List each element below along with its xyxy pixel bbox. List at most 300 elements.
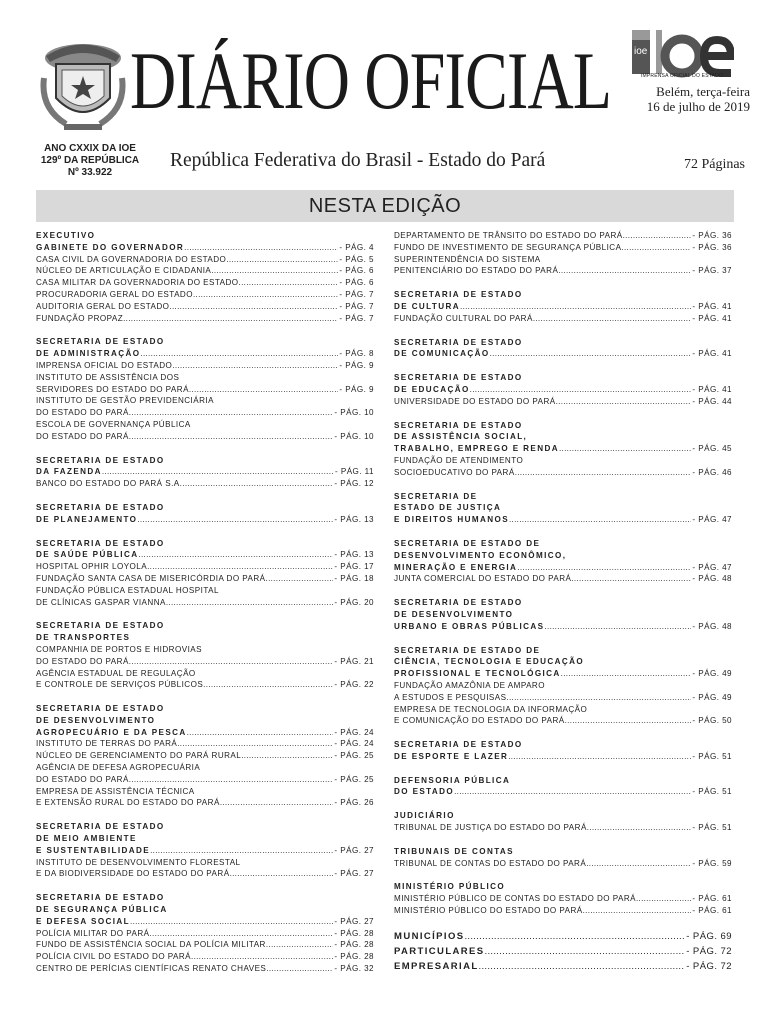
toc-entry (36, 407, 374, 419)
toc-entry (36, 313, 374, 325)
toc-entry-label: DE CLÍNICAS GASPAR VIANNA (36, 597, 166, 607)
toc-entry-label: POLÍCIA CIVIL DO ESTADO DO PARÁ (36, 952, 192, 962)
toc-heading (36, 892, 374, 904)
toc-dot-leader (544, 621, 691, 633)
toc-dot-leader (470, 384, 692, 396)
toc-dot-leader (561, 668, 692, 680)
masthead-title: DIÁRIO OFICIAL (130, 35, 612, 126)
date-weekday: Belém, terça-feira (656, 84, 750, 99)
toc-dot-leader (559, 443, 691, 455)
toc-heading (394, 384, 732, 396)
toc-heading (36, 336, 374, 348)
toc-entry-label: AUDITORIA GERAL DO ESTADO (36, 301, 170, 311)
toc-section (394, 538, 732, 585)
toc-entry (36, 478, 374, 490)
toc-entry-label: PROCURADORIA GERAL DO ESTADO (36, 289, 193, 299)
toc-entry-label: DE ESPORTE E LAZER (394, 751, 509, 761)
toc-heading (394, 751, 732, 763)
toc-entry (36, 963, 374, 975)
toc-heading (36, 632, 374, 644)
toc-section (394, 597, 732, 632)
toc-heading (394, 810, 732, 822)
toc-heading (394, 944, 732, 959)
toc-section (394, 645, 732, 728)
toc-heading (36, 821, 374, 833)
toc-entry-label: DE ASSISTÊNCIA SOCIAL, (394, 432, 528, 442)
toc-entry-label: EMPRESARIAL (394, 960, 479, 972)
toc-heading (36, 727, 374, 739)
toc-entry (36, 656, 374, 668)
toc-entry-label: CIÊNCIA, TECNOLOGIA E EDUCAÇÃO (394, 657, 585, 667)
toc-entry-label: MINERAÇÃO E ENERGIA (394, 562, 518, 572)
toc-section (394, 846, 732, 870)
toc-entry-label: CENTRO DE PERÍCIAS CIENTÍFICAS RENATO CHAVES (36, 964, 267, 974)
toc-dot-leader (226, 254, 338, 266)
toc-page-number: - PÁG. 28 (334, 952, 374, 962)
toc-entry-label: SECRETARIA DE ESTADO (394, 337, 523, 347)
toc-entry-label: NÚCLEO DE ARTICULAÇÃO E CIDADANIA (36, 266, 212, 276)
toc-section (394, 739, 732, 763)
toc-heading (394, 301, 732, 313)
toc-entry-label: FUNDAÇÃO PROPAZ (36, 313, 124, 323)
toc-entry-label: DO ESTADO DO PARÁ (36, 774, 129, 784)
toc-entry-label: BANCO DO ESTADO DO PARÁ S.A. (36, 479, 183, 489)
toc-heading (394, 337, 732, 349)
toc-dot-leader (182, 478, 333, 490)
toc-page-number: - PÁG. 37 (692, 266, 732, 276)
toc-entry-label: FUNDAÇÃO DE ATENDIMENTO (394, 455, 524, 465)
toc-dot-leader (137, 514, 333, 526)
toc-page-number: - PÁG. 13 (334, 550, 374, 560)
toc-entry (36, 289, 374, 301)
toc-entry-label: INSTITUTO DE ASSISTÊNCIA DOS (36, 372, 180, 382)
toc-page-number: - PÁG. 51 (692, 823, 732, 833)
toc-dot-leader (129, 656, 334, 668)
toc-dot-leader (189, 384, 338, 396)
toc-page-number: - PÁG. 49 (692, 669, 732, 679)
toc-page-number: - PÁG. 6 (339, 266, 374, 276)
ioe-subtitle: IMPRENSA OFICIAL DO ESTADO (640, 73, 724, 79)
toc-section (394, 810, 732, 834)
toc-entry-label: TRIBUNAL DE CONTAS DO ESTADO DO PARÁ (394, 858, 587, 868)
toc-heading (36, 348, 374, 360)
toc-entry-label: ESCOLA DE GOVERNANÇA PÚBLICA (36, 419, 191, 429)
toc-heading (394, 929, 732, 944)
toc-entry (36, 277, 374, 289)
toc-section (36, 620, 374, 691)
toc-entry-label: CASA CIVIL DA GOVERNADORIA DO ESTADO (36, 254, 227, 264)
toc-entry-label: PENITENCIÁRIO DO ESTADO DO PARÁ (394, 266, 559, 276)
toc-page-number: - PÁG. 48 (692, 574, 732, 584)
toc-entry (36, 868, 374, 880)
toc-heading (394, 538, 732, 550)
toc-entry (36, 644, 374, 656)
toc-page-number: - PÁG. 27 (334, 845, 374, 855)
toc-heading (36, 230, 374, 242)
toc-entry-label: DE COMUNICAÇÃO (394, 349, 490, 359)
toc-dot-leader (129, 431, 334, 443)
toc-entry-label: EXECUTIVO (36, 231, 96, 240)
toc-entry-label: FUNDO DE INVESTIMENTO DE SEGURANÇA PÚBLICA (394, 242, 622, 252)
toc-section (36, 703, 374, 809)
toc-entry-label: JUDICIÁRIO (394, 811, 455, 821)
toc-entry (36, 928, 374, 940)
toc-page-number: - PÁG. 9 (339, 384, 374, 394)
toc-entry-label: DE DESENVOLVIMENTO (394, 609, 514, 619)
toc-heading (394, 431, 732, 443)
toc-heading (36, 703, 374, 715)
toc-entry-label: DE PLANEJAMENTO (36, 514, 138, 524)
toc-section (36, 455, 374, 490)
toc-entry-label: SECRETARIA DE ESTADO (394, 373, 523, 383)
toc-entry (36, 668, 374, 680)
toc-page-number: - PÁG. 10 (334, 408, 374, 418)
toc-entry-label: EMPRESA DE TECNOLOGIA DA INFORMAÇÃO (394, 704, 588, 714)
toc-entry (36, 561, 374, 573)
toc-dot-leader (558, 265, 691, 277)
toc-dot-leader (266, 939, 334, 951)
toc-page-number: - PÁG. 20 (334, 597, 374, 607)
toc-page-number: - PÁG. 27 (334, 916, 374, 926)
toc-section (394, 881, 732, 916)
toc-dot-leader (565, 715, 692, 727)
toc-page-number: - PÁG. 47 (692, 515, 732, 525)
toc-section (394, 337, 732, 361)
date-full: 16 de julho de 2019 (646, 99, 750, 114)
toc-entry-label: SECRETARIA DE ESTADO (36, 502, 165, 512)
toc-entry-label: MINISTÉRIO PÚBLICO (394, 882, 506, 892)
toc-heading (394, 645, 732, 657)
toc-entry (36, 679, 374, 691)
toc-page-number: - PÁG. 32 (334, 964, 374, 974)
toc-dot-leader (147, 561, 333, 573)
toc-page-number: - PÁG. 41 (692, 313, 732, 323)
toc-entry-label: SECRETARIA DE ESTADO (36, 704, 165, 714)
toc-heading (394, 289, 732, 301)
toc-entry (394, 396, 732, 408)
toc-dot-leader (485, 944, 686, 959)
toc-dot-leader (623, 230, 692, 242)
toc-entry (394, 858, 732, 870)
toc-entry-label: DO ESTADO DO PARÁ (36, 408, 129, 418)
toc-entry (394, 704, 732, 716)
toc-page-number: - PÁG. 7 (339, 289, 374, 299)
toc-section (36, 336, 374, 442)
toc-page-number: - PÁG. 28 (334, 940, 374, 950)
toc-dot-leader (123, 313, 338, 325)
toc-entry (36, 419, 374, 431)
toc-entry-label: E COMUNICAÇÃO DO ESTADO DO PARÁ (394, 716, 565, 726)
toc-entry-label: E DEFESA SOCIAL (36, 916, 131, 926)
toc-page-number: - PÁG. 41 (692, 384, 732, 394)
toc-page-number: - PÁG. 46 (692, 467, 732, 477)
toc-heading (36, 549, 374, 561)
toc-entry-label: CASA MILITAR DA GOVERNADORIA DO ESTADO (36, 278, 239, 288)
toc-entry (36, 573, 374, 585)
toc-entry-label: DO ESTADO DO PARÁ (36, 656, 129, 666)
toc-page-number: - PÁG. 72 (686, 960, 732, 972)
toc-section (394, 372, 732, 407)
toc-page-number: - PÁG. 28 (334, 928, 374, 938)
toc-dot-leader (506, 692, 691, 704)
toc-entry (36, 384, 374, 396)
toc-dot-leader (479, 959, 686, 974)
toc-page-number: - PÁG. 9 (339, 360, 374, 370)
coat-of-arms-icon (36, 28, 131, 133)
toc-entry (394, 254, 732, 266)
toc-heading (394, 621, 732, 633)
toc-entry-label: E EXTENSÃO RURAL DO ESTADO DO PARÁ (36, 798, 220, 808)
toc-page-number: - PÁG. 7 (339, 313, 374, 323)
toc-heading (36, 845, 374, 857)
toc-dot-leader (556, 396, 692, 408)
toc-entry-label: DEFENSORIA PÚBLICA (394, 775, 511, 785)
toc-entry-label: SECRETARIA DE ESTADO (36, 621, 165, 631)
toc-entry (394, 265, 732, 277)
edition-republic-year: 129º DA REPÚBLICA (40, 155, 140, 166)
toc-dot-leader (266, 963, 333, 975)
toc-entry (394, 467, 732, 479)
edition-number: Nº 33.922 (67, 167, 113, 178)
toc-dot-leader (138, 549, 333, 561)
toc-page-number: - PÁG. 49 (692, 692, 732, 702)
toc-section (394, 929, 732, 974)
toc-section (36, 821, 374, 880)
toc-entry-label: SECRETARIA DE ESTADO (36, 455, 165, 465)
toc-page-number: - PÁG. 11 (335, 467, 374, 477)
toc-entry-label: UNIVERSIDADE DO ESTADO DO PARÁ (394, 396, 556, 406)
toc-entry (394, 573, 732, 585)
toc-entry-label: NÚCLEO DE GERENCIAMENTO DO PARÁ RURAL (36, 751, 242, 761)
toc-page-number: - PÁG. 24 (334, 739, 374, 749)
toc-page-number: - PÁG. 61 (692, 894, 732, 904)
toc-heading (394, 609, 732, 621)
toc-page-number: - PÁG. 69 (686, 930, 732, 942)
toc-heading (394, 562, 732, 574)
ioe-logo-icon (630, 28, 734, 78)
toc-entry (394, 455, 732, 467)
toc-entry-label: DA FAZENDA (36, 467, 102, 477)
toc-dot-leader (129, 774, 334, 786)
toc-heading (394, 443, 732, 455)
toc-entry-label: PARTICULARES (394, 945, 485, 957)
toc-dot-leader (266, 573, 334, 585)
toc-page-number: - PÁG. 21 (334, 656, 374, 666)
toc-entry-label: SECRETARIA DE ESTADO (36, 337, 165, 347)
toc-dot-leader (517, 562, 691, 574)
toc-page-number: - PÁG. 41 (692, 301, 732, 311)
toc-dot-leader (184, 242, 338, 254)
toc-page-number: - PÁG. 36 (692, 242, 732, 252)
edition-meta (36, 143, 144, 179)
toc-entry (36, 395, 374, 407)
toc-entry (36, 786, 374, 798)
toc-page-number: - PÁG. 7 (339, 301, 374, 311)
toc-entry (36, 951, 374, 963)
toc-dot-leader (230, 868, 334, 880)
toc-page-number: - PÁG. 17 (334, 562, 374, 572)
toc-heading (394, 372, 732, 384)
toc-page-number: - PÁG. 72 (686, 945, 732, 957)
toc-entry-label: DE EDUCAÇÃO (394, 384, 470, 394)
toc-dot-leader (177, 738, 333, 750)
toc-entry (36, 585, 374, 597)
page-count: 72 Páginas (683, 157, 745, 172)
toc-entry-label: SECRETARIA DE ESTADO (394, 598, 523, 608)
toc-page-number: - PÁG. 26 (334, 798, 374, 808)
toc-entry-label: MINISTÉRIO PÚBLICO DE CONTAS DO ESTADO DO PARÁ (394, 894, 636, 904)
toc-entry (394, 905, 732, 917)
toc-dot-leader (515, 467, 692, 479)
toc-entry-label: EMPRESA DE ASSISTÊNCIA TÉCNICA (36, 786, 195, 796)
toc-heading (394, 775, 732, 787)
toc-entry (36, 431, 374, 443)
toc-entry-label: SECRETARIA DE ESTADO (394, 290, 523, 300)
toc-section (394, 289, 732, 324)
toc-entry-label: DE SEGURANÇA PÚBLICA (36, 905, 168, 915)
toc-dot-leader (140, 348, 338, 360)
publication-date (647, 84, 750, 114)
toc-heading (36, 904, 374, 916)
toc-entry (394, 715, 732, 727)
toc-dot-leader (169, 301, 338, 313)
toc-heading (394, 668, 732, 680)
toc-entry-label: DE CULTURA (394, 301, 461, 311)
toc-dot-leader (166, 597, 334, 609)
toc-heading (394, 597, 732, 609)
toc-heading (394, 739, 732, 751)
toc-section (394, 230, 732, 277)
toc-entry-label: E CONTROLE DE SERVIÇOS PÚBLICOS (36, 680, 204, 690)
toc-dot-leader (490, 348, 692, 360)
toc-entry-label: SECRETARIA DE ESTADO DE (394, 538, 541, 548)
toc-entry-label: DE ADMINISTRAÇÃO (36, 349, 141, 359)
toc-section (36, 892, 374, 975)
toc-entry-label: FUNDAÇÃO AMAZÔNIA DE AMPARO (394, 680, 545, 690)
toc-heading (394, 656, 732, 668)
toc-entry (36, 738, 374, 750)
toc-page-number: - PÁG. 45 (692, 444, 732, 454)
toc-entry-label: ESTADO DE JUSTIÇA (394, 503, 502, 513)
toc-right-column (394, 230, 732, 986)
toc-page-number: - PÁG. 25 (334, 751, 374, 761)
toc-entry-label: SECRETARIA DE ESTADO (36, 822, 165, 832)
ioe-mark: ioe (634, 46, 648, 57)
toc-entry (36, 939, 374, 951)
toc-dot-leader (583, 905, 692, 917)
toc-page-number: - PÁG. 8 (339, 349, 374, 359)
toc-dot-leader (150, 845, 333, 857)
toc-heading (36, 538, 374, 550)
toc-entry (394, 230, 732, 242)
toc-entry-label: INSTITUTO DE DESENVOLVIMENTO FLORESTAL (36, 857, 241, 867)
toc-dot-leader (533, 313, 692, 325)
toc-page-number: - PÁG. 22 (334, 680, 374, 690)
toc-section (36, 502, 374, 526)
toc-page-number: - PÁG. 61 (692, 906, 732, 916)
toc-heading (36, 620, 374, 632)
toc-heading (36, 455, 374, 467)
toc-entry (394, 893, 732, 905)
toc-heading (36, 466, 374, 478)
toc-dot-leader (187, 727, 334, 739)
toc-entry-label: DE DESENVOLVIMENTO (36, 715, 156, 725)
toc-entry (36, 857, 374, 869)
toc-page-number: - PÁG. 47 (692, 562, 732, 572)
toc-entry-label: SECRETARIA DE ESTADO (394, 420, 523, 430)
toc-dot-leader (203, 679, 333, 691)
toc-page-number: - PÁG. 41 (692, 349, 732, 359)
toc-page-number: - PÁG. 27 (334, 869, 374, 879)
toc-entry-label: POLÍCIA MILITAR DO PARÁ (36, 928, 150, 938)
edition-year: ANO CXXIX DA IOE (44, 143, 136, 154)
toc-entry-label: SECRETARIA DE ESTADO DE (394, 645, 541, 655)
toc-dot-leader (129, 407, 334, 419)
toc-dot-leader (621, 242, 691, 254)
toc-entry-label: FUNDAÇÃO SANTA CASA DE MISERICÓRDIA DO PARÁ (36, 573, 266, 583)
toc-page-number: - PÁG. 5 (339, 254, 374, 264)
toc-entry (36, 774, 374, 786)
toc-heading (36, 715, 374, 727)
toc-entry-label: PROFISSIONAL E TECNOLÓGICA (394, 669, 561, 679)
toc-heading (394, 959, 732, 974)
toc-section (36, 230, 374, 324)
toc-entry (36, 254, 374, 266)
toc-entry (36, 360, 374, 372)
toc-entry (36, 265, 374, 277)
toc-heading (36, 242, 374, 254)
toc-entry-label: A ESTUDOS E PESQUISAS (394, 692, 507, 702)
toc-page-number: - PÁG. 13 (334, 514, 374, 524)
toc-page-number: - PÁG. 10 (334, 431, 374, 441)
toc-page-number: - PÁG. 51 (692, 751, 732, 761)
toc-entry-label: GABINETE DO GOVERNADOR (36, 242, 185, 252)
toc-heading (36, 514, 374, 526)
toc-dot-leader (454, 786, 691, 798)
toc-entry-label: DE MEIO AMBIENTE (36, 834, 137, 844)
toc-dot-leader (636, 893, 691, 905)
toc-entry-label: AGROPECUÁRIO E DA PESCA (36, 727, 187, 737)
toc-entry (394, 680, 732, 692)
toc-heading (394, 420, 732, 432)
toc-page-number: - PÁG. 12 (334, 479, 374, 489)
toc-entry (36, 301, 374, 313)
toc-entry (36, 597, 374, 609)
toc-entry-label: IMPRENSA OFICIAL DO ESTADO (36, 360, 173, 370)
toc-heading (394, 786, 732, 798)
toc-dot-leader (460, 301, 691, 313)
toc-entry-label: DEPARTAMENTO DE TRÂNSITO DO ESTADO DO PARÁ (394, 231, 623, 240)
toc-dot-leader (586, 858, 691, 870)
toc-left-column (36, 230, 374, 987)
toc-entry-label: E DA BIODIVERSIDADE DO ESTADO DO PARÁ (36, 869, 230, 879)
toc-entry-label: E SUSTENTABILIDADE (36, 845, 151, 855)
toc-entry-label: DO ESTADO (394, 787, 455, 797)
toc-page-number: - PÁG. 51 (692, 787, 732, 797)
toc-page-number: - PÁG. 18 (334, 573, 374, 583)
toc-section (394, 420, 732, 479)
toc-entry-label: MUNICÍPIOS (394, 930, 465, 942)
toc-entry (394, 313, 732, 325)
toc-heading (394, 348, 732, 360)
toc-page-number: - PÁG. 59 (692, 858, 732, 868)
toc-page-number: - PÁG. 6 (339, 278, 374, 288)
toc-heading (394, 502, 732, 514)
edition-banner: NESTA EDIÇÃO (36, 190, 734, 222)
toc-section (36, 538, 374, 609)
toc-entry-label: HOSPITAL OPHIR LOYOLA (36, 562, 148, 572)
toc-entry (36, 750, 374, 762)
